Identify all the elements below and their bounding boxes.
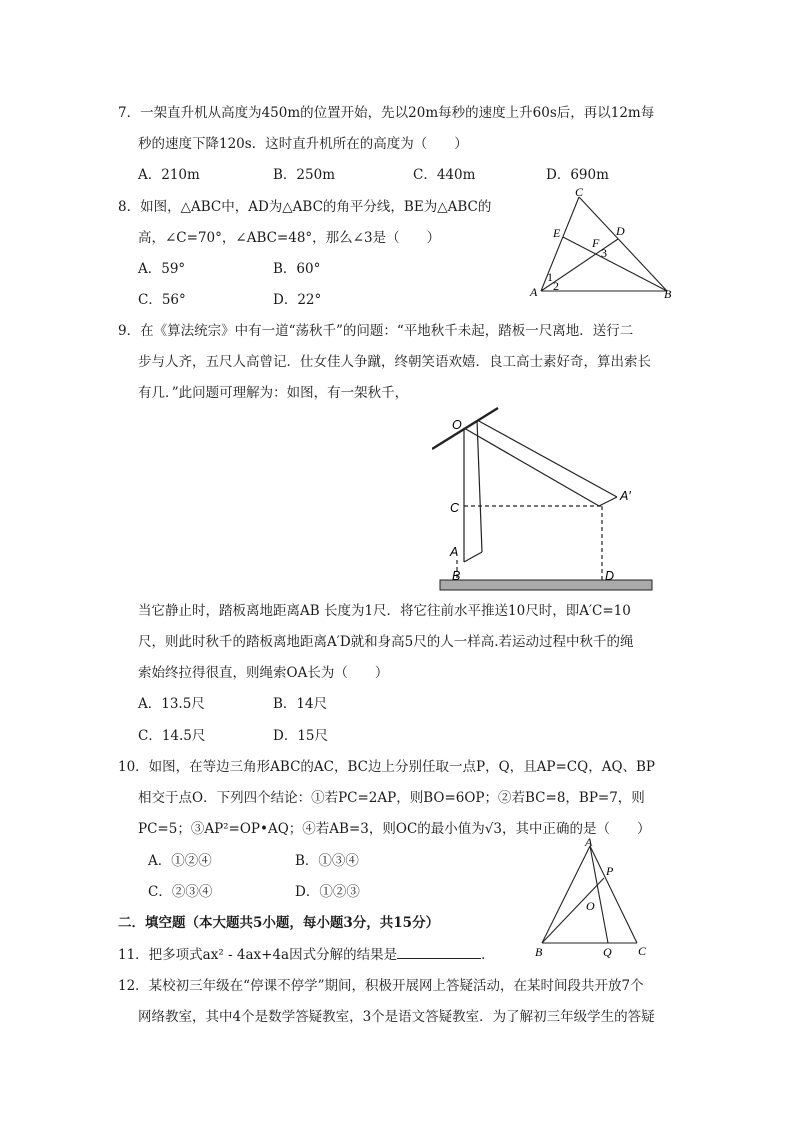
q8-label-2: 2: [553, 279, 559, 293]
q8-label-c: C: [575, 186, 584, 199]
q9-label-a-prime: A′: [620, 489, 631, 503]
q9-label-o: O: [452, 418, 462, 432]
q8-label-f: F: [592, 236, 600, 250]
q9-line6: 索始终拉得很直，则绳索OA长为（ ）: [138, 665, 389, 681]
q10-label-q: Q: [603, 945, 612, 959]
q9-label-b: B: [452, 569, 461, 583]
q7-option-c: C．440m: [413, 167, 476, 183]
q9-swing-figure: [432, 402, 682, 602]
q7-option-a: A．210m: [138, 167, 200, 183]
q10-option-d: D．①②③: [295, 884, 360, 900]
q10-label-p: P: [606, 864, 614, 878]
q10-label-o: O: [586, 899, 595, 913]
q10-triangle-figure: [530, 838, 660, 963]
q8-option-b: B．60°: [273, 261, 321, 277]
q9-option-c: C．14.5尺: [138, 728, 206, 744]
q9-option-b: B．14尺: [273, 696, 328, 712]
q8-label-1: 1: [547, 270, 553, 284]
q9-line3: 有几．”此问题可理解为：如图，有一架秋千，: [138, 385, 409, 401]
q10-line3: PC=5；③AP²=OP•AQ；④若AB=3，则OC的最小值为√3，其中正确的是（ ）: [138, 821, 651, 837]
section-heading: 二．填空题（本大题共5小题，每小题3分，共15分）: [118, 915, 440, 931]
q7-option-b: B．250m: [273, 167, 335, 183]
q9-option-a: A．13.5尺: [138, 696, 205, 712]
q8-option-d: D．22°: [273, 292, 322, 308]
q9-option-d: D．15尺: [273, 728, 329, 744]
q12-line2: 网络教室，其中4个是数学答疑教室，3个是语文答疑教室．为了解初三年级学生的答疑: [138, 1009, 655, 1025]
q9-label-d: D: [605, 569, 615, 583]
q11-answer-blank: [397, 944, 481, 959]
q10-label-a: A: [585, 838, 593, 849]
q9-label-c: C: [450, 501, 460, 515]
q8-label-a: A: [530, 285, 538, 299]
q8-option-a: A．59°: [138, 261, 186, 277]
q10-label-c: C: [638, 944, 647, 958]
q8-line2: 高，∠C=70°，∠ABC=48°，那么∠3是（ ）: [138, 230, 441, 246]
q7-line1: 7．一架直升机从高度为450m的位置开始，先以20m每秒的速度上升60s后，再以12m每: [118, 105, 655, 121]
q7-line2: 秒的速度下降120s．这时直升机所在的高度为（ ）: [138, 136, 468, 152]
q11-text: 11．把多项式ax² - 4ax+4a因式分解的结果是: [118, 947, 398, 963]
q9-line1: 9．在《算法统宗》中有一道“荡秋千”的问题：“平地秋千未起，踏板一尺离地．送行二: [118, 323, 634, 339]
q8-option-c: C．56°: [138, 292, 186, 308]
q9-line5: 尺，则此时秋千的踏板离地距离A′D就和身高5尺的人一样高.若运动过程中秋千的绳: [138, 634, 634, 650]
q11-line: [118, 944, 495, 965]
q10-line1: 10．如图，在等边三角形ABC的AC，BC边上分别任取一点P，Q，且AP=CQ，AQ、BP: [118, 759, 656, 775]
q10-option-a: A．①②④: [148, 853, 212, 869]
q10-label-b: B: [535, 945, 543, 959]
q10-line2: 相交于点O．下列四个结论：①若PC=2AP，则BO=6OP；②若BC=8，BP=7，则: [138, 790, 645, 806]
q9-line4: 当它静止时，踏板离地距离AB 长度为1尺．将它往前水平推送10尺时，即A′C=10: [138, 603, 631, 619]
q7-option-d: D．690m: [546, 167, 609, 183]
q11-tail: ．: [481, 947, 495, 963]
q8-label-b: B: [664, 287, 672, 301]
q9-line2: 步与人齐，五尺人高曾记．仕女佳人争蹴，终朝笑语欢嬉．良工高士素好奇，算出索长: [138, 354, 651, 370]
q8-label-d: D: [616, 224, 625, 238]
q9-label-a: A: [450, 545, 459, 559]
q8-label-3: 3: [601, 246, 607, 260]
q10-option-c: C．②③④: [148, 884, 213, 900]
q12-line1: 12．某校初三年级在“停课不停学”期间，积极开展网上答疑活动，在某时间段共开放7个: [118, 978, 644, 994]
q8-label-e: E: [553, 226, 561, 240]
q8-triangle-figure: [528, 186, 688, 306]
q8-line1: 8．如图，△ABC中，AD为△ABC的角平分线，BE为△ABC的: [118, 199, 492, 215]
q10-option-b: B．①③④: [295, 853, 359, 869]
